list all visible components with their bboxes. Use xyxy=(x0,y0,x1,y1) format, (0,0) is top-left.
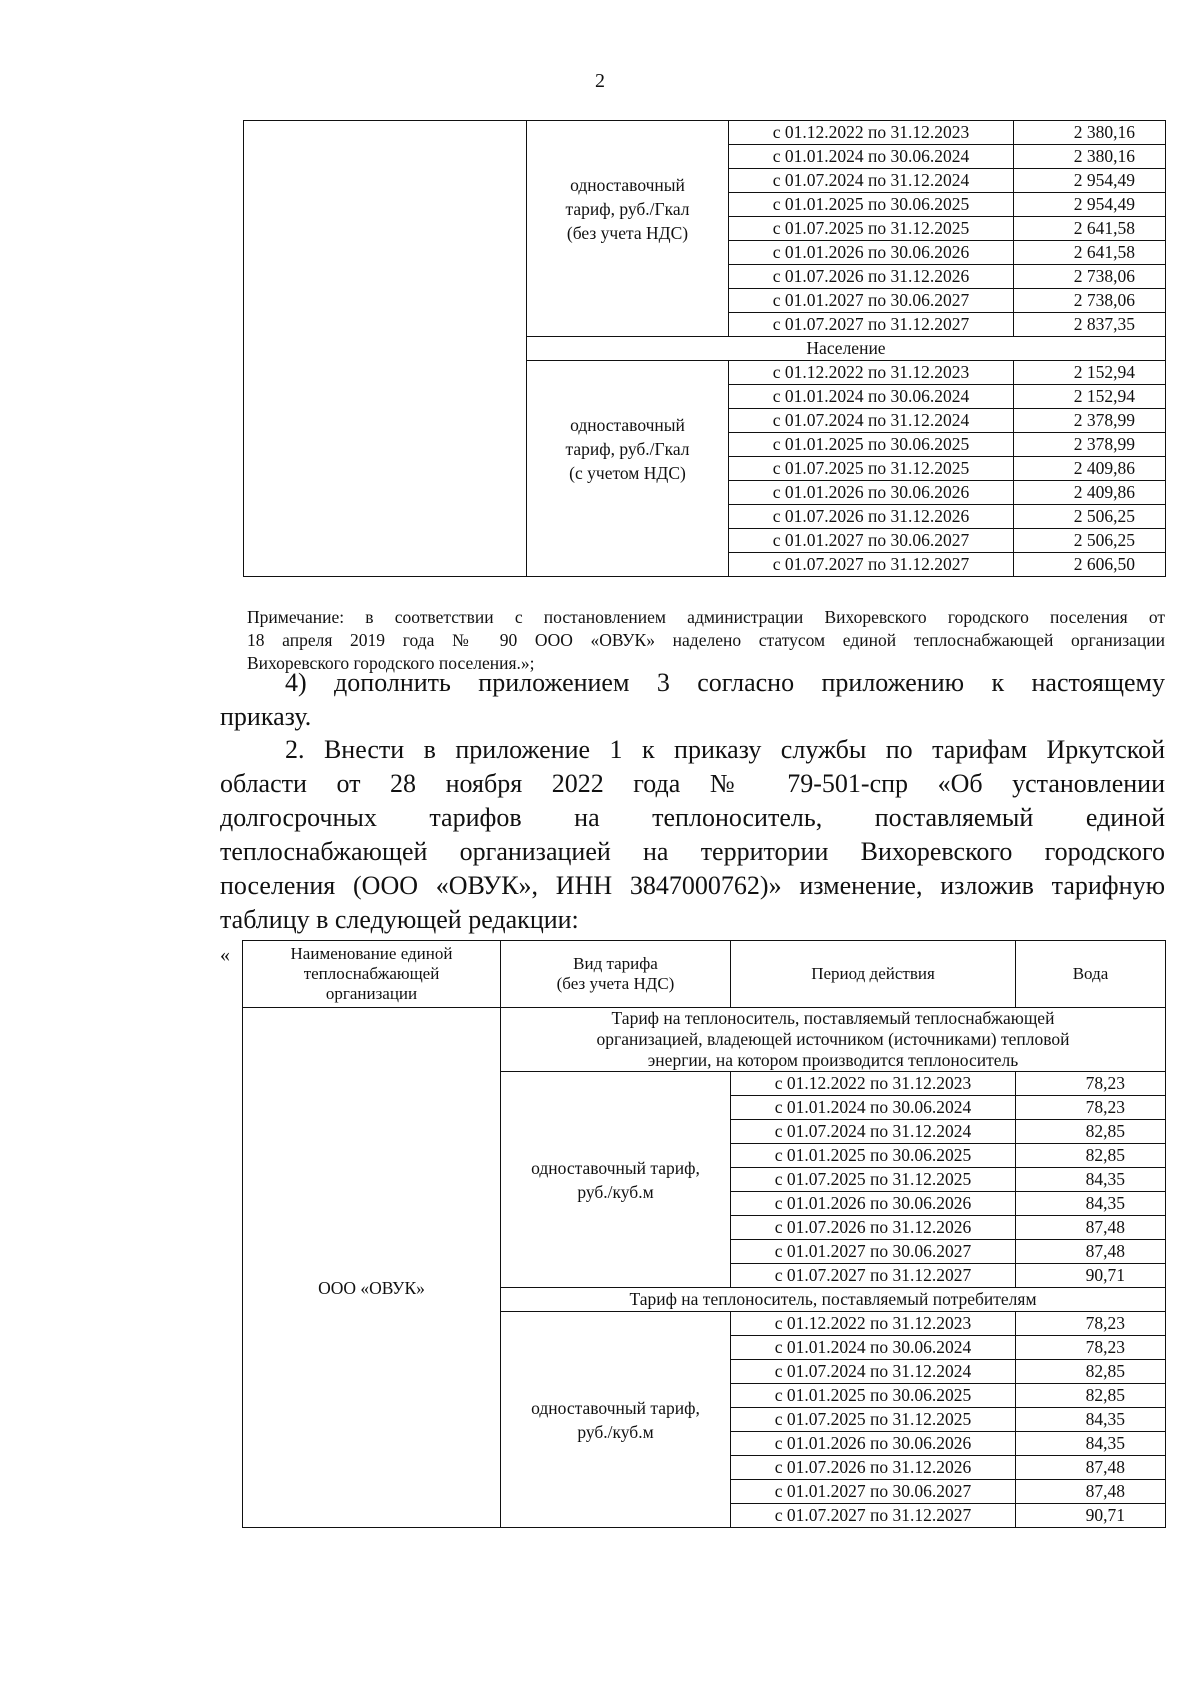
value-cell: 2 738,06 xyxy=(1014,265,1166,289)
value-cell: 2 641,58 xyxy=(1014,217,1166,241)
tariff-type-line: (без учета НДС) xyxy=(566,222,689,243)
period-cell: с 01.01.2025 по 30.06.2025 xyxy=(731,1144,1016,1168)
value-cell: 84,35 xyxy=(1016,1192,1166,1216)
value-cell: 82,85 xyxy=(1016,1384,1166,1408)
paragraph-line: долгосрочных тарифов на теплоноситель, поставляемый единой xyxy=(220,803,1165,832)
period-cell: с 01.07.2027 по 31.12.2027 xyxy=(731,1264,1016,1288)
paragraph-line: 4) дополнить приложением 3 согласно приложению к настоящему xyxy=(285,668,1165,697)
value-cell: 2 409,86 xyxy=(1014,481,1166,505)
note-line: 18 апреля 2019 года № 90 ООО «ОВУК» наделено статусом единой теплоснабжающей организации xyxy=(247,630,1165,650)
note-line: Примечание: в соответствии с постановлением администрации Вихоревского городского поселения от xyxy=(247,607,1165,627)
period-cell: с 01.01.2027 по 30.06.2027 xyxy=(731,1480,1016,1504)
period-cell: с 01.01.2025 по 30.06.2025 xyxy=(731,1384,1016,1408)
header-water: Вода xyxy=(1016,941,1166,1008)
tariff-type-line: одноставочный xyxy=(570,414,685,435)
period-cell: с 01.01.2026 по 30.06.2026 xyxy=(731,1432,1016,1456)
value-cell: 87,48 xyxy=(1016,1480,1166,1504)
value-cell: 78,23 xyxy=(1016,1072,1166,1096)
value-cell: 2 152,94 xyxy=(1014,385,1166,409)
section-row xyxy=(243,1008,1166,1072)
value-cell: 2 837,35 xyxy=(1014,313,1166,337)
section-line: Тариф на теплоноситель, поставляемый теплоснабжающей xyxy=(611,1008,1055,1028)
paragraph-line: 2. Внести в приложение 1 к приказу службы по тарифам Иркутской xyxy=(285,735,1165,764)
header-org: Наименование единой теплоснабжающей организации xyxy=(243,941,501,1008)
paragraph-line: приказу. xyxy=(220,702,312,731)
value-cell: 87,48 xyxy=(1016,1456,1166,1480)
note-paragraph xyxy=(247,606,1165,675)
period-cell: с 01.07.2026 по 31.12.2026 xyxy=(731,1456,1016,1480)
value-cell: 84,35 xyxy=(1016,1432,1166,1456)
period-cell: с 01.01.2024 по 30.06.2024 xyxy=(731,1336,1016,1360)
period-cell: с 01.07.2024 по 31.12.2024 xyxy=(729,409,1014,433)
period-cell: с 01.01.2024 по 30.06.2024 xyxy=(729,145,1014,169)
value-cell: 90,71 xyxy=(1016,1264,1166,1288)
paragraph-item-2 xyxy=(220,733,1165,937)
value-cell: 84,35 xyxy=(1016,1168,1166,1192)
tariff-type-line: руб./куб.м xyxy=(577,1421,654,1442)
period-cell: с 01.01.2027 по 30.06.2027 xyxy=(729,529,1014,553)
period-cell: с 01.01.2027 по 30.06.2027 xyxy=(731,1240,1016,1264)
period-cell: с 01.07.2026 по 31.12.2026 xyxy=(729,505,1014,529)
header-tariff-type: Вид тарифа (без учета НДС) xyxy=(501,941,731,1008)
value-cell: 78,23 xyxy=(1016,1336,1166,1360)
page-number: 2 xyxy=(595,70,605,92)
period-cell: с 01.12.2022 по 31.12.2023 xyxy=(729,361,1014,385)
period-cell: с 01.07.2025 по 31.12.2025 xyxy=(729,457,1014,481)
note-line: Вихоревского городского поселения.»; xyxy=(247,653,535,673)
period-cell: с 01.07.2024 по 31.12.2024 xyxy=(729,169,1014,193)
tariff-type-line: тариф, руб./Гкал xyxy=(565,198,690,219)
period-cell: с 01.07.2027 по 31.12.2027 xyxy=(731,1504,1016,1528)
value-cell: 2 954,49 xyxy=(1014,193,1166,217)
value-cell: 2 409,86 xyxy=(1014,457,1166,481)
value-cell: 2 378,99 xyxy=(1014,433,1166,457)
tariff-type-line: (с учетом НДС) xyxy=(569,462,686,483)
period-cell: с 01.01.2026 по 30.06.2026 xyxy=(731,1192,1016,1216)
value-cell: 2 641,58 xyxy=(1014,241,1166,265)
tariff-type-cell xyxy=(501,1072,731,1288)
period-cell: с 01.07.2025 по 31.12.2025 xyxy=(731,1168,1016,1192)
period-cell: с 01.01.2025 по 30.06.2025 xyxy=(729,433,1014,457)
value-cell: 2 152,94 xyxy=(1014,361,1166,385)
value-cell: 2 954,49 xyxy=(1014,169,1166,193)
period-cell: с 01.12.2022 по 31.12.2023 xyxy=(729,121,1014,145)
tariff-type-line: одноставочный xyxy=(570,174,685,195)
section-consumer-tariff: Тариф на теплоноситель, поставляемый потребителям xyxy=(501,1288,1166,1312)
value-cell: 2 506,25 xyxy=(1014,505,1166,529)
value-cell: 78,23 xyxy=(1016,1312,1166,1336)
value-cell: 2 606,50 xyxy=(1014,553,1166,577)
tariff-type-line: одноставочный тариф, xyxy=(531,1157,700,1178)
value-cell: 84,35 xyxy=(1016,1408,1166,1432)
value-cell: 2 506,25 xyxy=(1014,529,1166,553)
value-cell: 82,85 xyxy=(1016,1120,1166,1144)
period-cell: с 01.01.2025 по 30.06.2025 xyxy=(729,193,1014,217)
header-period: Период действия xyxy=(731,941,1016,1008)
section-producer-tariff xyxy=(501,1008,1166,1072)
paragraph-item-4 xyxy=(220,666,1165,734)
tariff-type-cell xyxy=(527,121,729,337)
tariff-type-line: тариф, руб./Гкал xyxy=(565,438,690,459)
org-name-cell: ООО «ОВУК» xyxy=(243,1008,501,1528)
section-line: организацией, владеющей источником (источниками) тепловой xyxy=(596,1029,1070,1049)
period-cell: с 01.07.2027 по 31.12.2027 xyxy=(729,553,1014,577)
value-cell: 82,85 xyxy=(1016,1144,1166,1168)
period-cell: с 01.01.2026 по 30.06.2026 xyxy=(729,241,1014,265)
period-cell: с 01.07.2025 по 31.12.2025 xyxy=(729,217,1014,241)
paragraph-line: области от 28 ноября 2022 года № 79-501-спр «Об установлении xyxy=(220,769,1165,798)
value-cell: 2 380,16 xyxy=(1014,121,1166,145)
tariff-type-cell xyxy=(501,1312,731,1528)
paragraph-line: теплоснабжающей организацией на территории Вихоревского городского xyxy=(220,837,1165,866)
period-cell: с 01.07.2024 по 31.12.2024 xyxy=(731,1120,1016,1144)
period-cell: с 01.07.2027 по 31.12.2027 xyxy=(729,313,1014,337)
period-cell: с 01.01.2026 по 30.06.2026 xyxy=(729,481,1014,505)
value-cell: 2 380,16 xyxy=(1014,145,1166,169)
period-cell: с 01.01.2027 по 30.06.2027 xyxy=(729,289,1014,313)
value-cell: 87,48 xyxy=(1016,1240,1166,1264)
period-cell: с 01.12.2022 по 31.12.2023 xyxy=(731,1072,1016,1096)
period-cell: с 01.07.2026 по 31.12.2026 xyxy=(729,265,1014,289)
value-cell: 82,85 xyxy=(1016,1360,1166,1384)
coolant-tariff-table xyxy=(242,940,1166,1528)
period-cell: с 01.12.2022 по 31.12.2023 xyxy=(731,1312,1016,1336)
value-cell: 90,71 xyxy=(1016,1504,1166,1528)
tariff-type-line: руб./куб.м xyxy=(577,1181,654,1202)
paragraph-line: таблицу в следующей редакции: xyxy=(220,905,579,934)
org-cell-empty xyxy=(244,121,527,577)
section-line: энергии, на котором производится теплоноситель xyxy=(647,1050,1019,1070)
heat-tariff-table-continuation xyxy=(243,120,1166,577)
value-cell: 78,23 xyxy=(1016,1096,1166,1120)
value-cell: 87,48 xyxy=(1016,1216,1166,1240)
period-cell: с 01.01.2024 по 30.06.2024 xyxy=(731,1096,1016,1120)
period-cell: с 01.07.2024 по 31.12.2024 xyxy=(731,1360,1016,1384)
paragraph-line: поселения (ООО «ОВУК», ИНН 3847000762)» изменение, изложив тарифную xyxy=(220,871,1165,900)
section-population: Население xyxy=(527,337,1166,361)
table-row xyxy=(244,121,1166,145)
value-cell: 2 378,99 xyxy=(1014,409,1166,433)
tariff-type-line: одноставочный тариф, xyxy=(531,1397,700,1418)
period-cell: с 01.01.2024 по 30.06.2024 xyxy=(729,385,1014,409)
value-cell: 2 738,06 xyxy=(1014,289,1166,313)
table-header-row xyxy=(243,941,1166,1008)
period-cell: с 01.07.2025 по 31.12.2025 xyxy=(731,1408,1016,1432)
period-cell: с 01.07.2026 по 31.12.2026 xyxy=(731,1216,1016,1240)
opening-quote-mark: « xyxy=(220,944,230,966)
tariff-type-cell xyxy=(527,361,729,577)
